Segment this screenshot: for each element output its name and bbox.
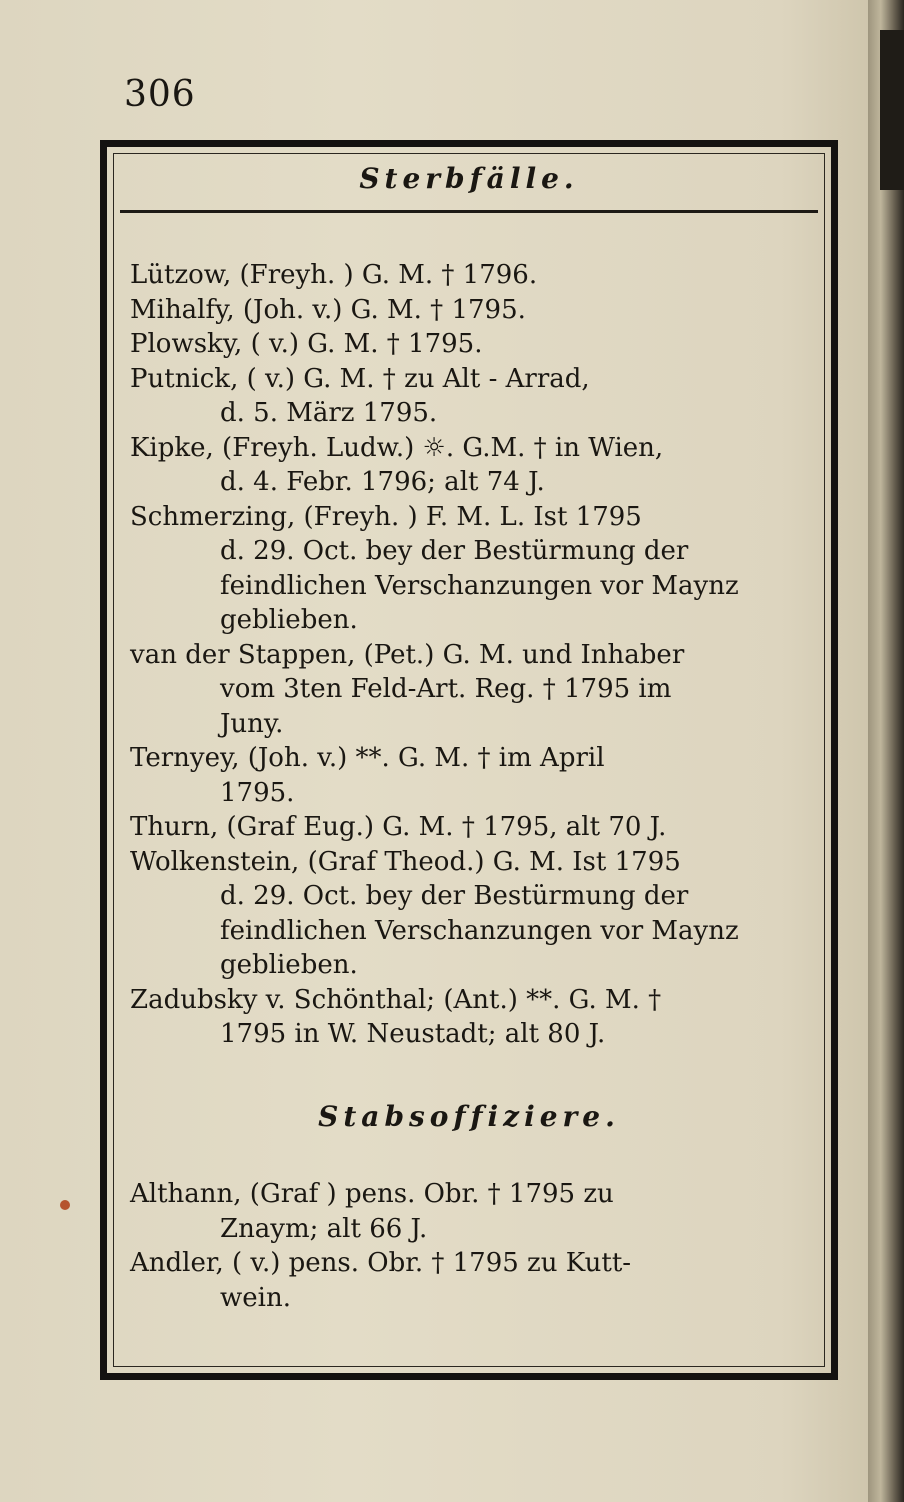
entry [130,293,822,328]
heading-rule [120,210,818,213]
staff-officers-list [130,1177,822,1315]
entry-continuation-line: wein. [220,1282,291,1313]
entry-continuation-line: d. 5. März 1795. [220,398,438,428]
entry-continuation-line: Juny. [220,708,284,739]
page-edge-shadow [880,30,904,190]
entry [130,327,822,362]
entry-line: Zadubsky v. Schönthal; (Ant.) **. G. M. † [130,984,662,1015]
entry-line: Wolkenstein, (Graf Theod.) G. M. Ist 1795 [130,846,681,877]
entry [130,983,822,1052]
entry-line: Lützow, (Freyh. ) G. M. † 1796. [130,260,538,290]
entry [130,1177,822,1246]
paper-stain [60,1200,70,1210]
entry [130,362,822,431]
entry-line: Ternyey, (Joh. v.) **. G. M. † im April [130,743,605,773]
entry-line: van der Stappen, (Pet.) G. M. und Inhaber [130,639,685,670]
entry-continuation-line: vom 3ten Feld-Art. Reg. † 1795 im [220,674,672,704]
entry-continuation-line: Znaym; alt 66 J. [220,1213,428,1244]
entry-continuation-line: feindlichen Verschanzungen vor Maynz [220,570,739,601]
entry [130,431,822,500]
entry-continuation-line: 1795. [220,777,295,808]
entry [130,1246,822,1315]
entry-continuation-line: d. 4. Febr. 1796; alt 74 J. [220,467,545,497]
entry-continuation-line: feindlichen Verschanzungen vor Maynz [220,915,739,946]
entry [130,258,822,293]
entry [130,845,822,983]
entry [130,741,822,810]
entry-line: Andler, ( v.) pens. Obr. † 1795 zu Kutt- [130,1248,632,1278]
entry-line: Kipke, (Freyh. Ludw.) ☼. G.M. † in Wien, [130,432,664,463]
page-edge [868,0,904,1502]
entry [130,500,822,638]
entry-line: Mihalfy, (Joh. v.) G. M. † 1795. [130,294,526,325]
deaths-list [130,258,822,1052]
section-heading-deaths: Sterbfälle. [359,162,579,195]
entry-line: Schmerzing, (Freyh. ) F. M. L. Ist 1795 [130,501,642,532]
entry-continuation-line: 1795 in W. Neustadt; alt 80 J. [220,1019,606,1049]
entry-line: Plowsky, ( v.) G. M. † 1795. [130,329,483,359]
section-heading-staff-officers: Stabsoffiziere. [318,1100,620,1133]
entry-line: Althann, (Graf ) pens. Obr. † 1795 zu [130,1179,614,1209]
entry-continuation-line: geblieben. [220,605,358,635]
entry-continuation-line: d. 29. Oct. bey der Bestürmung der [220,536,689,566]
entry [130,810,822,845]
entry-continuation-line: d. 29. Oct. bey der Bestürmung der [220,881,689,911]
entry-line: Thurn, (Graf Eug.) G. M. † 1795, alt 70 J. [130,812,667,842]
entry-line: Putnick, ( v.) G. M. † zu Alt - Arrad, [130,363,590,394]
entry [130,638,822,742]
entry-continuation-line: geblieben. [220,950,358,980]
page-number: 306 [124,74,196,115]
